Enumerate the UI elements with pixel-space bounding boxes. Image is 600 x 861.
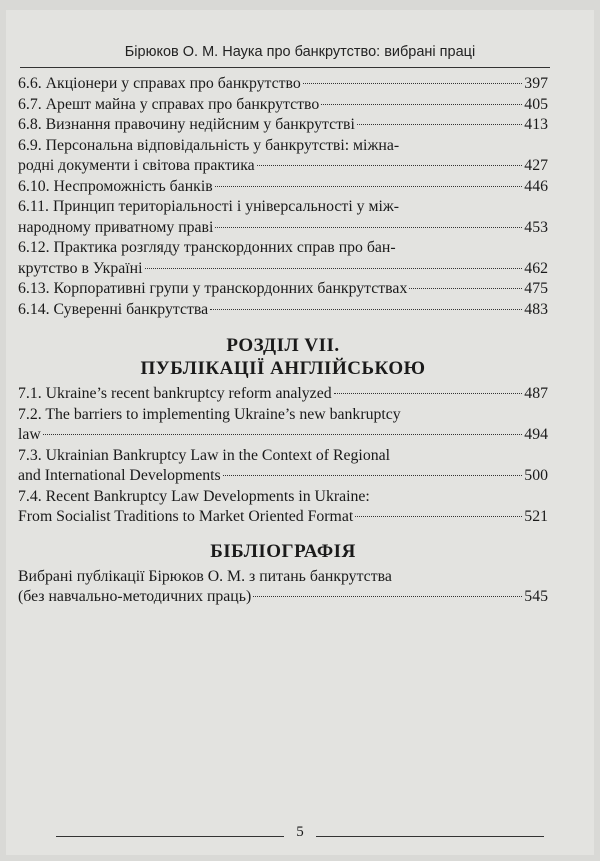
dot-leader <box>145 268 523 269</box>
dot-leader <box>357 124 522 125</box>
entry-text-line: 6.6. Акціонери у справах про банкрутство <box>18 75 301 92</box>
toc-entry[interactable] <box>18 177 548 198</box>
entry-text-line: 6.8. Визнання правочину недійсним у банкрутстві <box>18 116 355 133</box>
toc-chapter-6 <box>18 74 548 320</box>
page-number-ref: 453 <box>524 218 548 236</box>
table-of-contents <box>18 74 548 608</box>
entry-text-line: (без навчально-методичних праць) <box>18 588 252 605</box>
toc-entry[interactable] <box>18 487 548 528</box>
page-number: 5 <box>296 824 304 840</box>
dot-leader <box>257 165 523 166</box>
running-header: Бірюков О. М. Наука про банкрутство: вибрані праці <box>124 44 476 60</box>
page-number-ref: 397 <box>524 75 548 92</box>
entry-text-line: 6.7. Арешт майна у справах про банкрутство <box>18 95 320 113</box>
page-number-ref: 427 <box>524 157 548 174</box>
dot-leader <box>215 186 523 187</box>
entry-text-line: 6.14. Суверенні банкрутства <box>18 300 209 318</box>
page-number-ref: 405 <box>524 95 548 113</box>
page-number-ref: 494 <box>524 426 548 443</box>
entry-text-line: Вибрані публікації Бірюков О. М. з питань банкрутства <box>18 567 392 585</box>
page-number-ref: 545 <box>524 588 548 605</box>
section-7-title: ПУБЛІКАЦІЇ АНГЛІЙСЬКОЮ <box>140 358 426 379</box>
entry-text-line: 6.13. Корпоративні групи у транскордонних банкрутствах <box>18 280 408 297</box>
footer-rule-right <box>316 836 544 837</box>
section-7-number: РОЗДІЛ VII. <box>226 335 340 356</box>
page-number-ref: 462 <box>524 259 548 277</box>
bibliography-entry[interactable] <box>18 567 548 608</box>
dot-leader <box>253 596 522 597</box>
entry-text-line: 7.1. Ukraine’s recent bankruptcy reform analyzed <box>18 385 332 402</box>
entry-text-line: народному приватному праві <box>18 218 214 236</box>
page-number-ref: 475 <box>524 280 548 297</box>
dot-leader <box>43 434 522 435</box>
dot-leader <box>355 516 522 517</box>
section-7-heading <box>18 334 548 380</box>
dot-leader <box>334 393 523 394</box>
toc-entry[interactable] <box>18 197 548 238</box>
page-number-ref: 500 <box>524 467 548 484</box>
bibliography-heading: БІБЛІОГРАФІЯ <box>210 540 356 562</box>
entry-text-line: 7.2. The barriers to implementing Ukraine’s new bankruptcy <box>18 405 401 423</box>
page-number-ref: 413 <box>524 116 548 133</box>
dot-leader <box>210 309 522 310</box>
dot-leader <box>321 104 522 105</box>
toc-entry[interactable] <box>18 279 548 300</box>
toc-entry[interactable] <box>18 446 548 487</box>
entry-text-line: From Socialist Traditions to Market Oriented Format <box>18 508 354 525</box>
dot-leader <box>215 227 522 228</box>
toc-entry[interactable] <box>18 136 548 177</box>
toc-entry[interactable] <box>18 115 548 136</box>
toc-entry[interactable] <box>18 384 548 405</box>
entry-text-line: 7.3. Ukrainian Bankruptcy Law in the Context of Regional <box>18 446 391 464</box>
page-number-ref: 483 <box>524 300 548 318</box>
dot-leader <box>409 288 522 289</box>
toc-entry[interactable] <box>18 405 548 446</box>
toc-entry[interactable] <box>18 238 548 279</box>
toc-entry[interactable] <box>18 95 548 116</box>
entry-text-line: law <box>18 426 41 443</box>
page-footer <box>6 824 594 845</box>
book-page <box>6 10 594 855</box>
page-number-ref: 446 <box>524 177 548 195</box>
toc-entry[interactable] <box>18 300 548 321</box>
dot-leader <box>223 475 523 476</box>
entry-text-line: 6.10. Неспроможність банків <box>18 177 213 195</box>
entry-text-line: 6.11. Принцип територіальності і універсальності у між- <box>18 198 400 215</box>
toc-chapter-7 <box>18 384 548 528</box>
page-number-ref: 487 <box>524 385 548 402</box>
entry-text-line: 6.9. Персональна відповідальність у банкрутстві: міжна- <box>18 136 400 154</box>
dot-leader <box>303 83 523 84</box>
page-number-ref: 521 <box>524 508 548 525</box>
toc-entry[interactable] <box>18 74 548 95</box>
entry-text-line: and International Developments <box>18 467 221 484</box>
footer-rule-left <box>56 836 284 837</box>
header-rule <box>20 67 550 68</box>
entry-text-line: крутство в Україні <box>18 259 143 277</box>
entry-text-line: 6.12. Практика розгляду транскордонних справ про бан- <box>18 239 396 256</box>
entry-text-line: родні документи і світова практика <box>18 157 255 174</box>
entry-text-line: 7.4. Recent Bankruptcy Law Developments in Ukraine: <box>18 487 370 505</box>
